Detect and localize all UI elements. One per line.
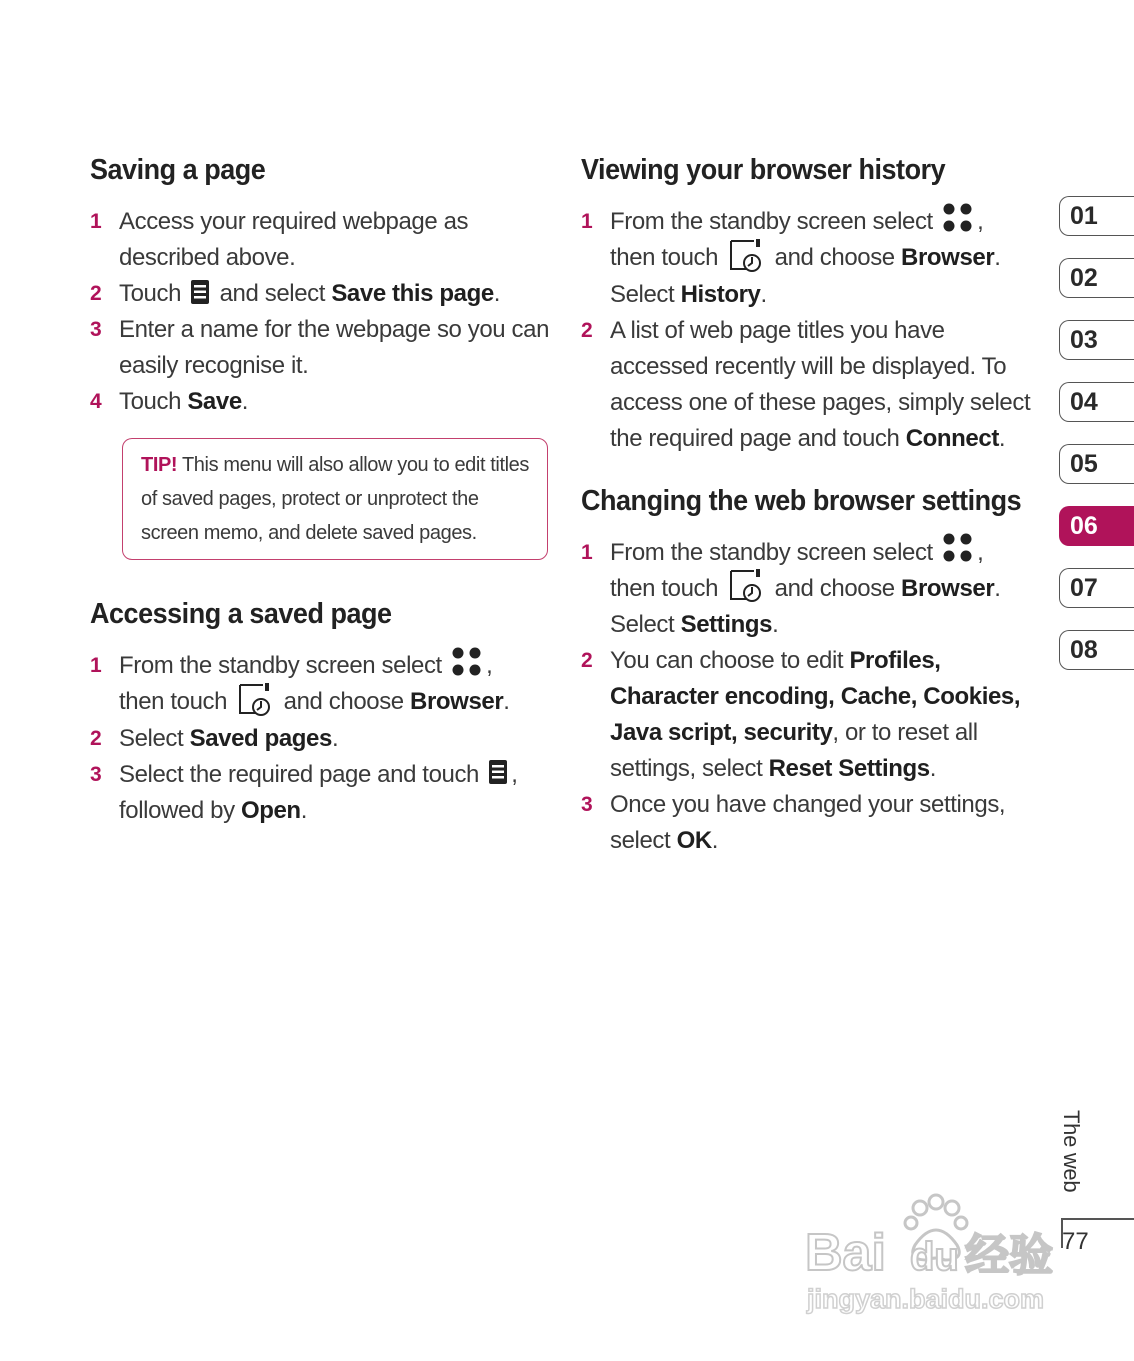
- step-number: 1: [90, 654, 102, 677]
- menu-icon: [488, 759, 508, 785]
- step-text: You can choose to edit: [610, 647, 844, 675]
- svg-text:du: du: [910, 1235, 959, 1279]
- step-text: then touch: [610, 244, 719, 271]
- steps-browser-history: [581, 204, 1041, 457]
- section-browser-settings: [581, 481, 1041, 860]
- step-text: ,: [977, 208, 984, 235]
- menu-grid-icon: [941, 202, 975, 236]
- step-number: 3: [90, 318, 102, 341]
- svg-text:jingyan.baidu.com: jingyan.baidu.com: [807, 1284, 1045, 1314]
- step-text: Enter a name for the webpage so you can easily recognise it.: [119, 316, 550, 379]
- step-item: [581, 535, 1041, 644]
- step-text: then touch: [119, 688, 228, 715]
- step-text: .: [998, 424, 1006, 452]
- step-number: 2: [581, 318, 593, 342]
- step-number: 2: [581, 649, 593, 673]
- step-number: 1: [581, 210, 593, 233]
- heading-accessing-saved-page: Accessing a saved page: [90, 598, 392, 630]
- section-title-text: The web: [1059, 1110, 1084, 1193]
- chapter-tab-02[interactable]: 02: [1059, 258, 1134, 298]
- step-text: .: [772, 611, 779, 639]
- step-text: and choose: [283, 688, 404, 715]
- step-number: 1: [581, 540, 593, 564]
- steps-browser-settings: [581, 535, 1041, 860]
- heading-browser-settings: Changing the web browser settings: [581, 484, 1022, 517]
- step-item: [581, 313, 1041, 457]
- step-text: Touch: [119, 280, 182, 307]
- browser-icon: [728, 237, 764, 273]
- section-saving-page: [90, 150, 560, 560]
- right-column: [581, 150, 1041, 883]
- step-text: .: [503, 688, 510, 715]
- step-text: Select the required page and touch: [119, 760, 480, 788]
- step-bold: Profiles, Character encoding, Cache, Cookies, Java script, security: [610, 647, 1021, 747]
- step-text: Select: [610, 611, 675, 639]
- steps-saving-page: [90, 204, 560, 420]
- step-text: .: [994, 574, 1001, 602]
- left-column: [90, 150, 560, 853]
- tip-box: [122, 438, 548, 560]
- heading-browser-history: Viewing your browser history: [581, 154, 946, 186]
- chapter-tab-06[interactable]: 06: [1059, 506, 1134, 546]
- step-bold: Browser: [901, 574, 995, 602]
- menu-grid-icon: [941, 532, 975, 566]
- step-number: 1: [90, 210, 102, 233]
- section-accessing-saved-page: [90, 594, 560, 829]
- steps-accessing-saved-page: [90, 648, 560, 829]
- step-bold: Connect: [905, 424, 999, 452]
- step-item: [90, 204, 560, 276]
- chapter-tab-01[interactable]: 01: [1059, 196, 1134, 236]
- step-bold: History: [680, 280, 761, 308]
- step-bold: Browser: [901, 244, 995, 271]
- step-bold: Browser: [410, 688, 504, 715]
- step-text: , or to reset all settings, select: [610, 719, 978, 783]
- step-text: .: [300, 796, 307, 824]
- step-text: then touch: [610, 574, 719, 602]
- tip-label: TIP!: [141, 454, 178, 476]
- step-text: and choose: [774, 244, 895, 271]
- step-text: From the standby screen select: [119, 652, 442, 679]
- heading-saving-page: Saving a page: [90, 154, 266, 186]
- step-text: and select: [219, 280, 326, 307]
- step-text: ,: [511, 760, 518, 788]
- step-item: [581, 204, 1041, 313]
- tip-text: This menu will also allow you to edit titles of saved pages, protect or unprotect the screen memo, and delete saved pages.: [141, 454, 529, 544]
- step-number: 4: [90, 390, 102, 413]
- step-item: [581, 787, 1041, 859]
- step-number: 2: [90, 726, 102, 750]
- step-text: .: [929, 755, 937, 783]
- footer-divider: [1062, 1218, 1134, 1220]
- step-text: .: [711, 827, 719, 855]
- step-bold: Saved pages: [189, 724, 332, 752]
- step-item: [90, 757, 560, 829]
- step-text: A list of web page titles you have accessed recently will be displayed. To access one of these pages, simply select the required page and touch: [610, 316, 1031, 452]
- step-bold: Save: [187, 388, 242, 415]
- step-text: followed by: [119, 796, 235, 824]
- chapter-tab-03[interactable]: 03: [1059, 320, 1134, 360]
- step-item: [90, 312, 560, 384]
- step-item: [90, 648, 560, 721]
- step-text: Access your required webpage as described above.: [119, 208, 469, 271]
- step-text: Select: [610, 280, 675, 308]
- step-bold: OK: [676, 827, 712, 855]
- step-item: [581, 643, 1041, 787]
- step-number: 2: [90, 282, 102, 305]
- page-number: 77: [1062, 1228, 1089, 1255]
- step-bold: Settings: [680, 611, 773, 639]
- chapter-tab-08[interactable]: 08: [1059, 630, 1134, 670]
- svg-text:经验: 经验: [965, 1230, 1053, 1281]
- step-bold: Open: [240, 796, 301, 824]
- step-bold: Reset Settings: [768, 755, 930, 783]
- menu-grid-icon: [450, 646, 484, 680]
- step-text: Touch: [119, 388, 182, 415]
- step-text: ,: [486, 652, 493, 679]
- chapter-tab-07[interactable]: 07: [1059, 568, 1134, 608]
- step-item: [90, 721, 560, 757]
- chapter-tab-05[interactable]: 05: [1059, 444, 1134, 484]
- step-bold: Save this page: [331, 280, 494, 307]
- chapter-tab-04[interactable]: 04: [1059, 382, 1134, 422]
- step-number: 3: [90, 762, 102, 786]
- step-text: From the standby screen select: [610, 538, 933, 566]
- step-text: .: [493, 280, 501, 307]
- step-number: 3: [581, 793, 593, 817]
- step-text: From the standby screen select: [610, 208, 933, 235]
- step-text: and choose: [774, 574, 895, 602]
- section-browser-history: [581, 150, 1041, 457]
- step-item: [90, 276, 560, 312]
- step-text: .: [241, 388, 249, 415]
- step-text: Once you have changed your settings, select: [610, 791, 1006, 855]
- step-text: .: [760, 280, 767, 308]
- step-text: .: [331, 724, 339, 752]
- baidu-watermark-logo: [805, 1190, 1070, 1320]
- step-item: [90, 384, 560, 420]
- step-text: ,: [977, 538, 984, 566]
- browser-icon: [728, 567, 764, 603]
- menu-icon: [190, 279, 210, 305]
- step-text: Select: [119, 724, 184, 752]
- browser-icon: [237, 681, 273, 717]
- svg-text:Bai: Bai: [805, 1224, 886, 1282]
- step-text: .: [994, 244, 1001, 271]
- chapter-tabs: [1059, 196, 1134, 692]
